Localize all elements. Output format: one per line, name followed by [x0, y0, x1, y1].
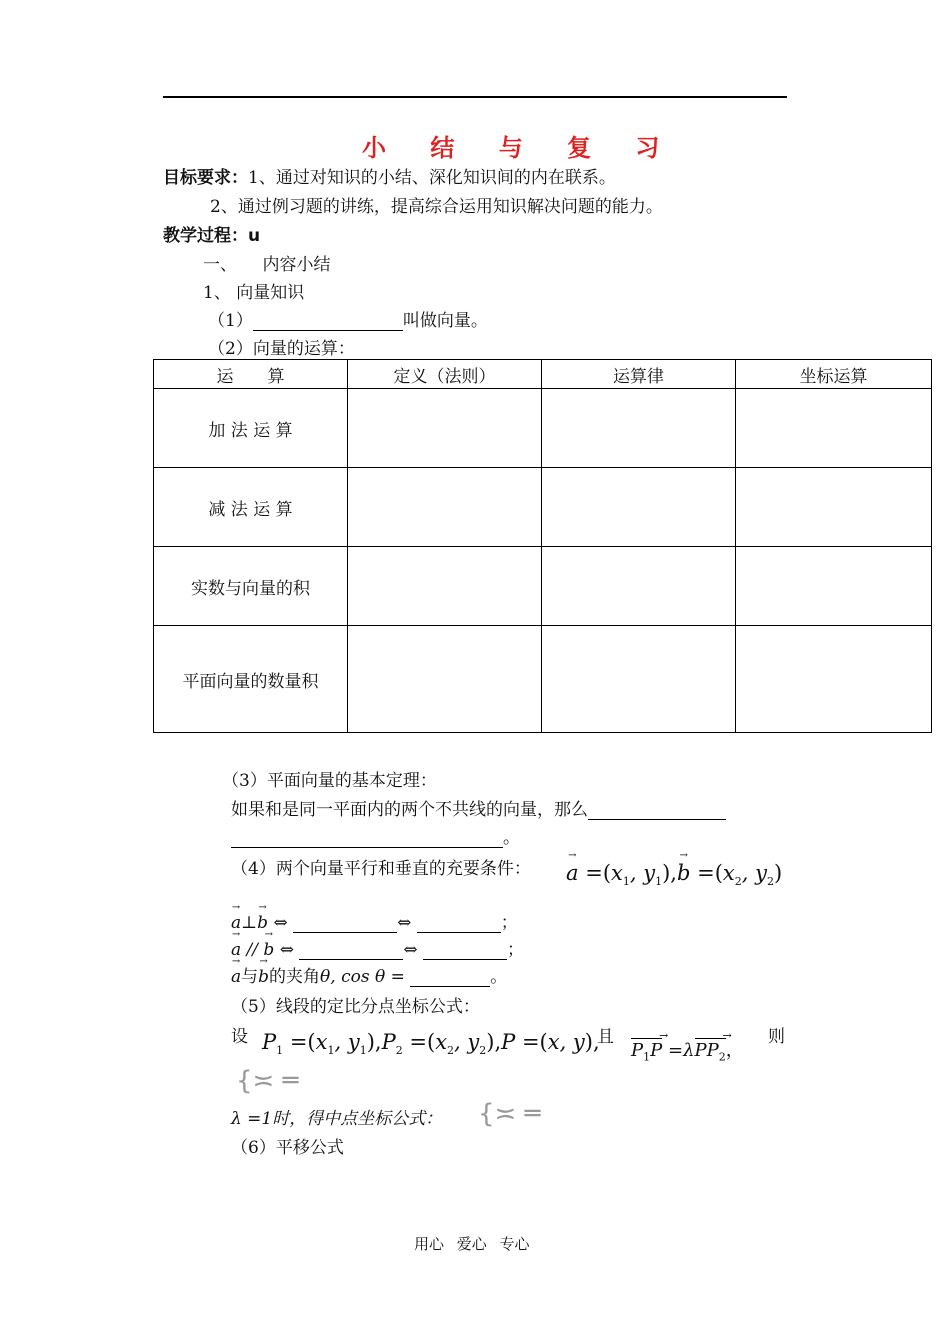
answer-blank[interactable]	[231, 829, 503, 848]
midpoint-line	[231, 1104, 442, 1129]
table-cell-empty[interactable]	[542, 389, 736, 468]
answer-blank[interactable]	[253, 312, 403, 331]
iff-icon: ⇔	[279, 940, 294, 960]
question-1-prefix: （1）	[208, 311, 253, 331]
question-6: （6）平移公式	[231, 1138, 344, 1158]
table-cell-empty[interactable]	[736, 468, 932, 547]
table-cell-empty[interactable]	[348, 547, 542, 626]
semicolon: ；	[507, 940, 525, 960]
points-formula: $P_1 =(x_1$, $y_1),P_2 =(x_2$, $y_2),P =(x$, y),	[262, 1030, 600, 1058]
table-cell-empty[interactable]	[542, 547, 736, 626]
table-row	[154, 468, 932, 547]
page-footer: 用心 爱心 专心	[414, 1235, 530, 1253]
semicolon: ；	[500, 913, 518, 933]
then-label: 则	[768, 1027, 785, 1047]
goals-line-1	[163, 163, 616, 188]
ratio-formula: $P_1P \to =\lambda PP_2$ →，	[631, 1036, 744, 1064]
table-cell-empty[interactable]	[348, 389, 542, 468]
table-header-cell: 运 算	[154, 360, 348, 389]
table-cell-empty[interactable]	[542, 626, 736, 733]
table-row	[154, 626, 932, 733]
question-2: （2）向量的运算：	[208, 339, 355, 359]
midpoint-label: λ =1时，得中点坐标公式：	[231, 1109, 443, 1129]
iff-icon: ⇔	[273, 913, 288, 933]
table-header-cell: 定义（法则）	[348, 360, 542, 389]
brace-placeholder-icon: {≍ ═	[236, 1066, 299, 1096]
goals-item-2: 2、通过例习题的讲练，提高综合运用知识解决问题的能力。	[210, 197, 663, 217]
goals-label: 目标要求：	[163, 168, 248, 188]
table-cell-empty[interactable]	[348, 468, 542, 547]
answer-blank[interactable]	[299, 941, 403, 960]
brace-placeholder-icon: {≍ ═	[478, 1099, 541, 1129]
period: 。	[490, 967, 508, 987]
answer-blank[interactable]	[588, 801, 726, 820]
table-row	[154, 389, 932, 468]
table-row	[154, 547, 932, 626]
perpendicular-formula: → a⊥→ b	[231, 913, 268, 933]
theorem-line-2	[231, 823, 520, 848]
question-5: （5）线段的定比分点坐标公式：	[231, 997, 480, 1017]
theorem-text	[231, 795, 726, 820]
vector-operations-table	[153, 359, 932, 733]
top-rule	[163, 96, 787, 98]
angle-text-2: 的夹角	[269, 967, 321, 987]
theorem-statement: 如果和是同一平面内的两个不共线的向量，那么	[231, 800, 588, 820]
row-label: 减 法 运 算	[154, 468, 348, 547]
parallel-formula: → a // → b	[231, 940, 274, 960]
page-title: 小 结 与 复 习	[362, 134, 678, 162]
table-cell-empty[interactable]	[736, 547, 932, 626]
let-label: 设	[231, 1027, 248, 1047]
angle-condition	[231, 962, 507, 987]
table-header-row	[154, 360, 932, 389]
question-3: （3）平面向量的基本定理：	[222, 771, 437, 791]
row-label: 实数与向量的积	[154, 547, 348, 626]
vector-a: → a	[231, 967, 241, 987]
question-4: （4）两个向量平行和垂直的充要条件：	[231, 859, 531, 879]
iff-icon: ⇔	[403, 940, 418, 960]
iff-icon: ⇔	[397, 913, 412, 933]
parallel-condition	[231, 935, 524, 960]
subsection-vector-knowledge: 1、 向量知识	[203, 283, 305, 303]
cos-theta-formula: θ, cos θ =	[320, 967, 405, 987]
answer-blank[interactable]	[293, 914, 397, 933]
table-header-cell: 运算律	[542, 360, 736, 389]
row-label: 平面向量的数量积	[154, 626, 348, 733]
vector-b: → b	[258, 967, 269, 987]
theorem-end: 。	[503, 828, 520, 848]
table-cell-empty[interactable]	[348, 626, 542, 733]
angle-text: 与	[241, 967, 259, 987]
section-1-heading: 一、 内容小结	[203, 255, 331, 275]
table-cell-empty[interactable]	[542, 468, 736, 547]
table-header-cell: 坐标运算	[736, 360, 932, 389]
table-cell-empty[interactable]	[736, 626, 932, 733]
answer-blank[interactable]	[423, 941, 507, 960]
row-label: 加 法 运 算	[154, 389, 348, 468]
question-1-suffix: 叫做向量。	[402, 311, 488, 331]
goals-item-1: 1、通过对知识的小结、深化知识间的内在联系。	[248, 168, 616, 188]
process-label: 教学过程：u	[163, 226, 261, 246]
vector-coordinates-formula: → $a =(x_1$, $y_1),\to b =(x_2$, $y_2$)	[566, 861, 782, 888]
table-cell-empty[interactable]	[736, 389, 932, 468]
answer-blank[interactable]	[417, 914, 501, 933]
and-label: 且	[597, 1027, 614, 1047]
question-1	[208, 306, 488, 331]
answer-blank[interactable]	[410, 968, 490, 987]
